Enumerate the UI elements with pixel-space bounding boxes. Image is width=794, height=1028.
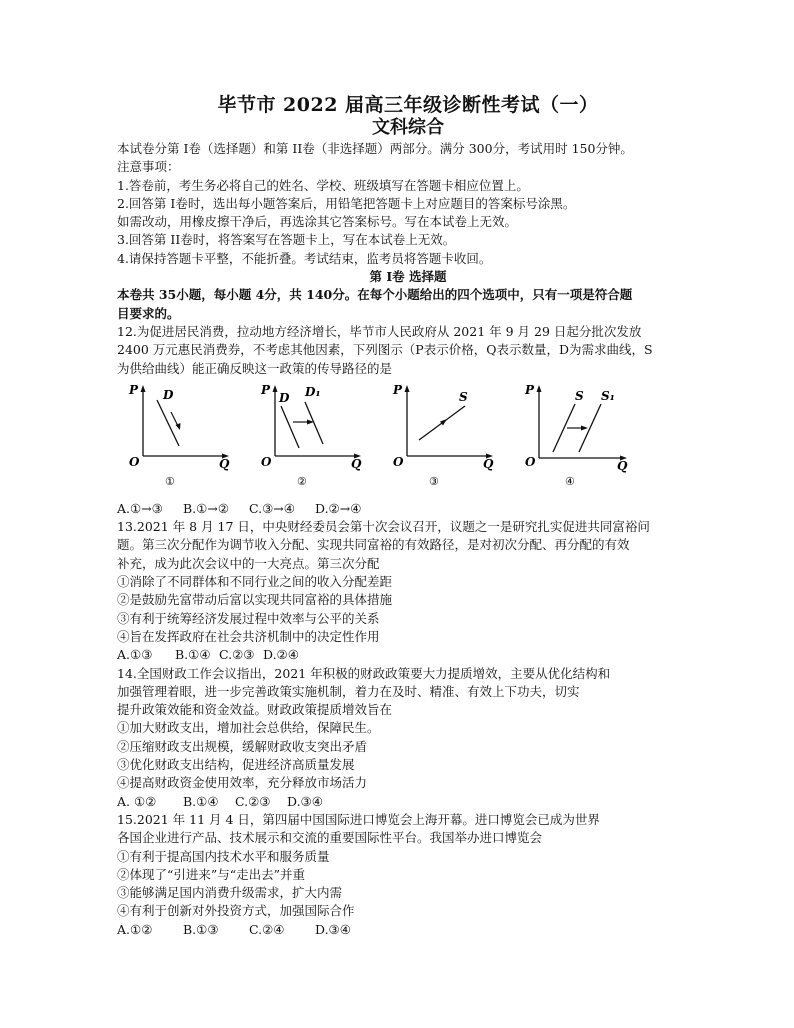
section-instruction: 目要求的。 bbox=[117, 305, 180, 321]
option-d[interactable]: D.③④ bbox=[287, 793, 323, 809]
figure-index: ② bbox=[297, 474, 307, 488]
curve-label: S bbox=[459, 389, 468, 404]
statement-item: ②是鼓励先富带动后富以实现共同富裕的具体措施 bbox=[117, 592, 393, 608]
origin-label: O bbox=[525, 454, 536, 469]
figure-index: ③ bbox=[429, 474, 439, 488]
exam-page bbox=[117, 93, 699, 939]
exam-subject: 文科综合 bbox=[372, 117, 444, 138]
question-12 bbox=[117, 323, 699, 518]
statement-item: ④旨在发挥政府在社会共济机制中的决定性作用 bbox=[117, 628, 380, 644]
option-c[interactable]: C.②③ bbox=[235, 793, 271, 809]
movement-arrow bbox=[171, 412, 178, 426]
option-b[interactable]: B.①→② bbox=[183, 500, 230, 516]
section-heading: 第 I卷 选择题 bbox=[369, 269, 447, 285]
curve-label: D bbox=[163, 387, 174, 402]
y-axis-label: P bbox=[393, 382, 403, 397]
exam-title: 毕节市 2022 届高三年级诊断性考试（一） bbox=[217, 94, 599, 116]
curve-label: D₁ bbox=[305, 384, 321, 399]
demand-curve bbox=[281, 406, 299, 448]
option-d[interactable]: D.②→④ bbox=[315, 500, 362, 516]
intro-block bbox=[117, 140, 699, 268]
demand-curve bbox=[157, 400, 179, 446]
y-axis-arrow bbox=[405, 385, 410, 392]
figure-index: ④ bbox=[565, 474, 575, 488]
option-b[interactable]: B.①④ bbox=[175, 647, 211, 663]
origin-label: O bbox=[129, 454, 140, 469]
option-a[interactable]: A.①② bbox=[117, 921, 153, 937]
origin-label: O bbox=[261, 454, 272, 469]
figure-3-graph bbox=[389, 382, 499, 500]
x-axis-label: Q bbox=[617, 458, 628, 473]
statement-item: ④有利于创新对外投资方式，加强国际合作 bbox=[117, 903, 355, 919]
question-15 bbox=[117, 811, 699, 939]
intro-line: 如需改动，用橡皮擦干净后，再选涂其它答案标号。写在本试卷上无效。 bbox=[117, 214, 518, 230]
section-instruction: 本卷共 35小题，每小题 4分，共 140分。在每个小题给出的四个选项中，只有一项是符合题 bbox=[117, 287, 633, 303]
movement-arrowhead bbox=[176, 423, 181, 430]
question-13 bbox=[117, 518, 699, 664]
statement-item: ③有利于统筹经济发展过程中效率与公平的关系 bbox=[117, 610, 380, 626]
question-stem: 2400 万元惠民消费券，不考虑其他因素，下列图示（P表示价格，Q表示数量，D为需求曲线，S bbox=[117, 342, 653, 358]
intro-line: 1.答卷前，考生务必将自己的姓名、学校、班级填写在答题卡相应位置上。 bbox=[117, 177, 529, 193]
option-a[interactable]: A.①③ bbox=[117, 647, 153, 663]
origin-label: O bbox=[393, 454, 404, 469]
question-stem: 15.2021 年 11 月 4 日，第四届中国国际进口博览会上海开幕。进口博览会已成为世界 bbox=[117, 811, 600, 827]
option-c[interactable]: C.②④ bbox=[249, 921, 285, 937]
intro-line: 4.请保持答题卡平整，不能折叠。考试结束，监考员将答题卡收回。 bbox=[117, 250, 492, 266]
option-b[interactable]: B.①③ bbox=[183, 921, 219, 937]
figure-4 bbox=[521, 382, 631, 500]
option-b[interactable]: B.①④ bbox=[183, 793, 219, 809]
figure-2-graph bbox=[257, 382, 367, 500]
intro-line: 注意事项： bbox=[117, 159, 180, 175]
question-stem: 题。第三次分配作为调节收入分配、实现共同富裕的有效路径，是对初次分配、再分配的有效 bbox=[117, 537, 630, 553]
question-stem: 12.为促进居民消费，拉动地方经济增长，毕节市人民政府从 2021 年 9 月 29 日起分批次发放 bbox=[117, 323, 642, 339]
curve-label: D bbox=[279, 390, 290, 405]
statement-item: ②体现了“引进来”与“走出去”并重 bbox=[117, 866, 306, 882]
curve-label: S bbox=[575, 388, 584, 403]
question-14 bbox=[117, 665, 699, 811]
option-a[interactable]: A.①→③ bbox=[117, 500, 163, 516]
curve-label: S₁ bbox=[601, 388, 615, 403]
question-stem: 13.2021 年 8 月 17 日，中央财经委员会第十次会议召开，议题之一是研究扎实促进共同富裕问 bbox=[117, 519, 650, 535]
figure-1 bbox=[125, 382, 235, 500]
statement-item: ③优化财政支出结构，促进经济高质量发展 bbox=[117, 757, 355, 773]
x-axis-label: Q bbox=[219, 456, 230, 471]
movement-arrowhead bbox=[440, 419, 447, 426]
x-axis-label: Q bbox=[483, 456, 494, 471]
statement-item: ③能够满足国内消费升级需求，扩大内需 bbox=[117, 885, 343, 901]
figure-row bbox=[117, 382, 699, 500]
answer-options bbox=[117, 646, 699, 664]
figure-4-graph bbox=[521, 382, 641, 500]
y-axis-label: P bbox=[525, 382, 535, 397]
y-axis-label: P bbox=[261, 382, 271, 397]
statement-item: ④提高财政资金使用效率，充分释放市场活力 bbox=[117, 775, 368, 791]
question-stem: 加强管理着眼，进一步完善政策实施机制，着力在及时、精准、有效上下功夫，切实 bbox=[117, 683, 580, 699]
answer-options bbox=[117, 793, 699, 811]
figure-2 bbox=[257, 382, 367, 500]
option-c[interactable]: C.②③ bbox=[219, 647, 255, 663]
question-stem: 各国企业进行产品、技术展示和交流的重要国际性平台。我国举办进口博览会 bbox=[117, 830, 543, 846]
x-axis-label: Q bbox=[351, 456, 362, 471]
option-c[interactable]: C.③→④ bbox=[249, 500, 295, 516]
y-axis-label: P bbox=[129, 382, 139, 397]
intro-line: 3.回答第 II卷时，将答案写在答题卡上，写在本试卷上无效。 bbox=[117, 232, 456, 248]
intro-line: 2.回答第 I卷时，选出每小题答案后，用铅笔把答题卡上对应题目的答案标号涂黑。 bbox=[117, 195, 576, 211]
question-stem: 为供给曲线）能正确反映这一政策的传导路径的是 bbox=[117, 360, 393, 376]
intro-line: 本试卷分第 I卷（选择题）和第 II卷（非选择题）两部分。满分 300分，考试用时 150分钟。 bbox=[117, 141, 633, 156]
option-d[interactable]: D.③④ bbox=[315, 921, 351, 937]
option-d[interactable]: D.②④ bbox=[263, 647, 299, 663]
question-stem: 补充，成为此次会议中的一大亮点。第三次分配 bbox=[117, 555, 380, 571]
figure-1-graph bbox=[125, 382, 235, 500]
answer-options bbox=[117, 921, 699, 939]
answer-options bbox=[117, 500, 699, 518]
statement-item: ①消除了不同群体和不同行业之间的收入分配差距 bbox=[117, 574, 393, 590]
question-stem: 提升政策效能和资金效益。财政政策提质增效旨在 bbox=[117, 702, 393, 718]
statement-item: ①加大财政支出，增加社会总供给，保障民生。 bbox=[117, 720, 380, 736]
y-axis-arrow bbox=[537, 385, 542, 392]
shift-arrowhead bbox=[581, 425, 588, 430]
option-a[interactable]: A. ①② bbox=[117, 793, 157, 809]
y-axis-arrow bbox=[273, 385, 278, 392]
figure-3 bbox=[389, 382, 499, 500]
figure-index: ① bbox=[165, 474, 175, 488]
question-stem: 14.全国财政工作会议指出，2021 年积极的财政政策要大力提质增效，主要从优化结构和 bbox=[117, 665, 611, 681]
statement-item: ②压缩财政支出规模，缓解财政收支突出矛盾 bbox=[117, 738, 368, 754]
statement-item: ①有利于提高国内技术水平和服务质量 bbox=[117, 848, 330, 864]
y-axis-arrow bbox=[141, 385, 146, 392]
